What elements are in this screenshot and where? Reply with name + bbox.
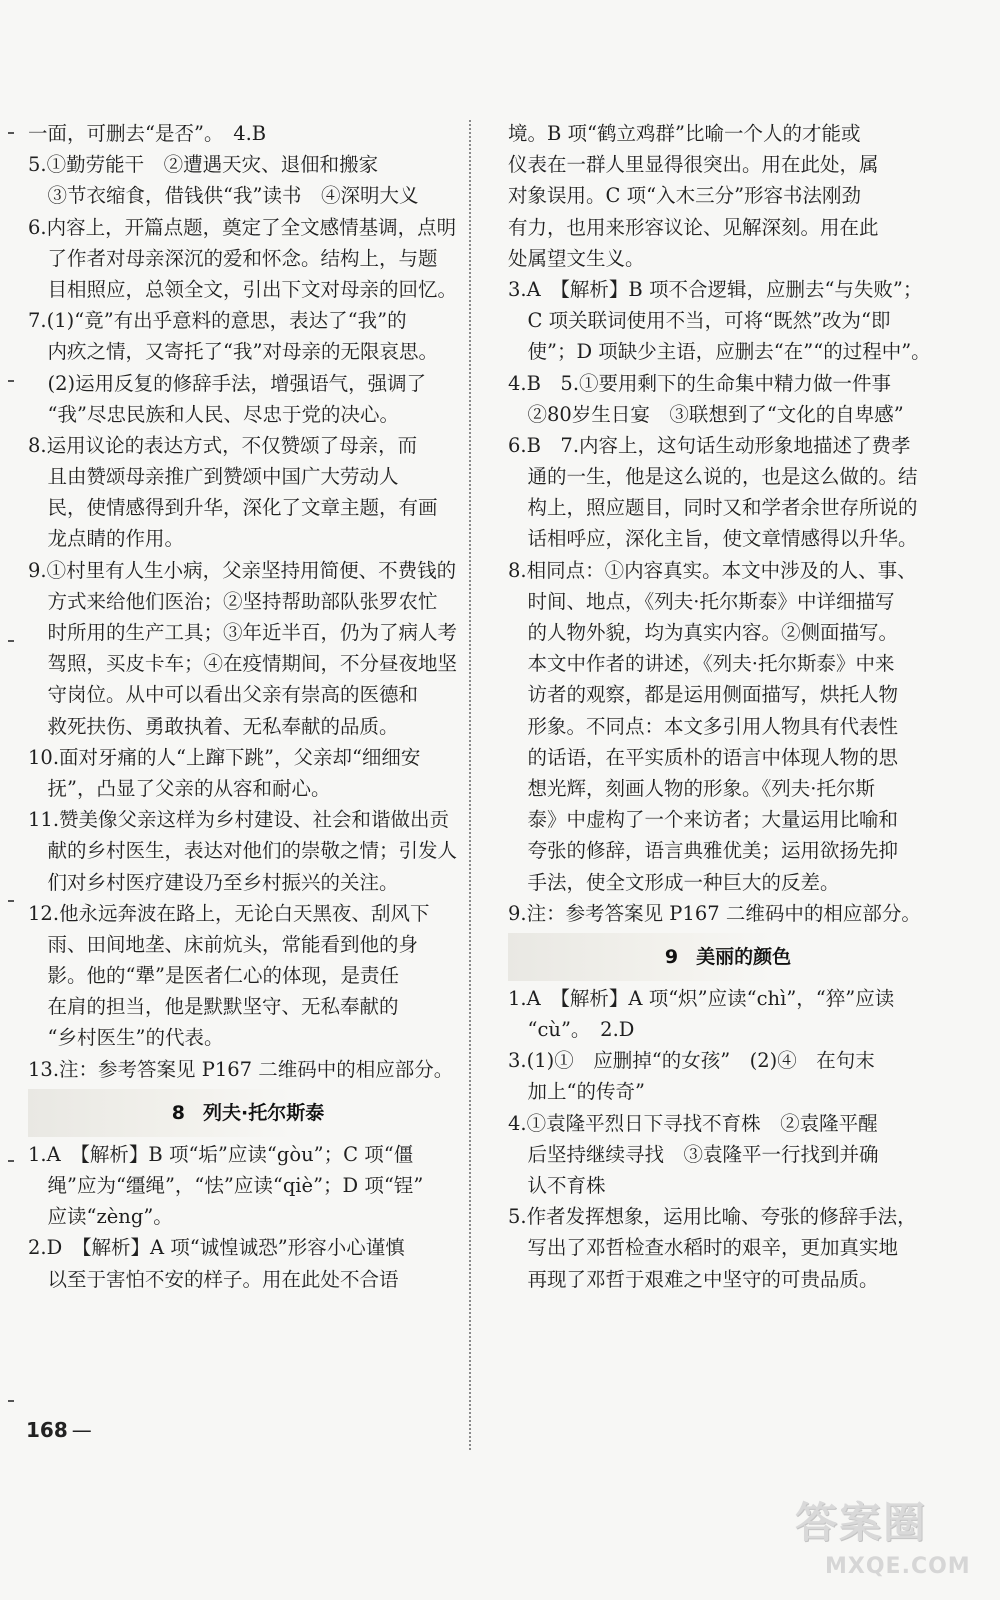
answer-line: 使”；D 项缺少主语，应删去“在”“的过程中”。 (508, 340, 931, 364)
answer-line: 泰》中虚构了一个来访者；大量运用比喻和 (508, 808, 899, 832)
answer-line: 雨、田间地垄、床前炕头，常能看到他的身 (28, 932, 419, 956)
answer-line: 再现了邓哲于艰难之中坚守的可贵品质。 (508, 1267, 879, 1291)
answer-line: 时间、地点，《列夫·托尔斯泰》中详细描写 (508, 589, 895, 613)
answer-line: 4.B 5.①要用剩下的生命集中精力做一件事 (508, 371, 892, 395)
margin-tick (8, 900, 14, 902)
answer-line: 后坚持继续寻找 ③袁隆平一行找到并确 (508, 1142, 879, 1166)
answer-line: 想光辉，刻画人物的形象。《列夫·托尔斯 (508, 776, 875, 800)
answer-line: 3.(1)① 应删掉“的女孩” (2)④ 在句末 (508, 1049, 875, 1073)
answer-line: 8.相同点：①内容真实。本文中涉及的人、事、 (508, 558, 917, 582)
answer-line: 的人物外貌，均为真实内容。②侧面描写。 (508, 621, 899, 644)
answer-line: 认不育株 (508, 1174, 606, 1197)
answer-line: 9.注：参考答案见 P167 二维码中的相应部分。 (508, 901, 921, 925)
answer-line: 13.注：参考答案见 P167 二维码中的相应部分。 (28, 1057, 454, 1081)
answer-line: 驾照，买皮卡车；④在疫情期间，不分昼夜地坚 (28, 652, 458, 676)
margin-tick (8, 1160, 14, 1162)
answer-line: 夸张的修辞，语言典雅优美；运用欲扬先抑 (508, 839, 899, 863)
page-number-dash: — (71, 1418, 92, 1442)
answer-line: 1.A 【解析】B 项“垢”应读“gòu”；C 项“僵 (28, 1142, 414, 1166)
margin-tick (8, 132, 14, 134)
answer-line: (2)运用反复的修辞手法，增强语气，强调了 (28, 371, 427, 395)
answer-line: 6.B 7.内容上，这句话生动形象地描述了费孝 (508, 433, 911, 457)
answer-line: 本文中作者的讲述，《列夫·托尔斯泰》中来 (508, 652, 895, 676)
answer-line: 1.A 【解析】A 项“炽”应读“chì”，“猝”应读 (508, 986, 895, 1010)
answer-line: 6.内容上，开篇点题，奠定了全文感情基调，点明 (28, 215, 457, 239)
watermark-logo: 答案圈 (795, 1498, 928, 1547)
answer-line: 目相照应，总领全文，引出下文对母亲的回忆。 (28, 277, 458, 301)
answer-line: 且由赞颂母亲推广到赞颂中国广大劳动人 (28, 465, 399, 489)
answer-line: 3.A 【解析】B 项不合逻辑，应删去“与失败”； (508, 277, 923, 301)
answer-line: 民，使情感得到升华，深化了文章主题，有画 (28, 496, 438, 520)
left-column (28, 118, 468, 1295)
answer-line: 形象。不同点：本文多引用人物具有代表性 (508, 714, 899, 738)
section-title: 列夫·托尔斯泰 (203, 1101, 325, 1124)
answer-line: C 项关联词使用不当，可将“既然”改为“即 (508, 309, 891, 333)
answer-line: 救死扶伤、勇敢执着、无私奉献的品质。 (28, 714, 399, 738)
answer-line: “我”尽忠民族和人民、尽忠于党的决心。 (28, 402, 399, 426)
page-number-value: 168 (26, 1418, 68, 1442)
answer-line: 一面，可删去“是否”。 4.B (28, 122, 267, 145)
column-divider (469, 120, 471, 1450)
answer-line: 8.运用议论的表达方式，不仅赞颂了母亲，而 (28, 433, 418, 457)
answer-line: 5.①勤劳能干 ②遭遇天灾、退佃和搬家 (28, 153, 379, 177)
margin-tick (8, 1400, 14, 1402)
answer-line: 4.①袁隆平烈日下寻找不育株 ②袁隆平醒 (508, 1111, 878, 1135)
section-title: 美丽的颜色 (696, 945, 792, 968)
answer-line: 以至于害怕不安的样子。用在此处不合语 (28, 1267, 399, 1291)
answer-line: 5.作者发挥想象，运用比喻、夸张的修辞手法， (508, 1205, 917, 1229)
answer-line: 献的乡村医生，表达对他们的崇敬之情；引发人 (28, 839, 458, 863)
watermark-url: MXQE.COM (825, 1554, 971, 1579)
answer-line: 2.D 【解析】A 项“诚惶诚恐”形容小心谨慎 (28, 1236, 405, 1260)
answer-line: 方式来给他们医治；②坚持帮助部队张罗农忙 (28, 589, 438, 613)
answer-line: 了作者对母亲深沉的爱和怀念。结构上，与题 (28, 246, 438, 270)
answer-line: 境。B 项“鹤立鸡群”比喻一个人的才能或 (508, 122, 861, 145)
answer-line: 影。他的“犟”是医者仁心的体现，是责任 (28, 964, 399, 988)
answer-line: 加上“的传奇” (508, 1080, 645, 1104)
answer-line: 10.面对牙痛的人“上蹿下跳”，父亲却“细细安 (28, 745, 421, 769)
answer-line: 抚”，凸显了父亲的从容和耐心。 (28, 776, 331, 800)
answer-line: “乡村医生”的代表。 (28, 1026, 224, 1050)
answer-line: 时所用的生产工具；③年近半百，仍为了病人考 (28, 621, 458, 644)
answer-line: 仪表在一群人里显得很突出。用在此处，属 (508, 153, 879, 177)
answer-line: 构上，照应题目，同时又和学者余世存所说的 (508, 496, 918, 520)
answer-line: 话相呼应，深化主旨，使文章情感得以升华。 (508, 527, 918, 551)
watermark (795, 1490, 985, 1590)
answer-line: 守岗位。从中可以看出父亲有崇高的医德和 (28, 683, 419, 707)
answer-line: 处属望文生义。 (508, 246, 645, 270)
answer-line: 对象误用。C 项“入木三分”形容书法刚劲 (508, 184, 862, 208)
answer-line: 龙点睛的作用。 (28, 527, 185, 551)
answer-line: 绳”应为“缰绳”，“怯”应读“qiè”；D 项“锃” (28, 1174, 424, 1197)
answer-line: ③节衣缩食，借钱供“我”读书 ④深明大义 (28, 184, 419, 208)
answer-line: ②80岁生日宴 ③联想到了“文化的自卑感” (508, 402, 904, 426)
answer-line: 的话语，在平实质朴的语言中体现人物的思 (508, 745, 899, 769)
answer-line: 们对乡村医疗建设乃至乡村振兴的关注。 (28, 870, 399, 894)
margin-tick (8, 640, 14, 642)
answer-line: 有力，也用来形容议论、见解深刻。用在此 (508, 215, 879, 239)
answer-line: 通的一生，他是这么说的，也是这么做的。结 (508, 465, 918, 489)
section-heading-8 (28, 1089, 468, 1137)
answer-line: 访者的观察，都是运用侧面描写，烘托人物 (508, 683, 899, 707)
answer-line: 手法，使全文形成一种巨大的反差。 (508, 870, 840, 894)
answer-line: 11.赞美像父亲这样为乡村建设、社会和谐做出贡 (28, 808, 450, 832)
answer-line: 9.①村里有人生小病，父亲坚持用简便、不费钱的 (28, 558, 457, 582)
right-column (508, 118, 948, 1295)
answer-line: 12.他永远奔波在路上，无论白天黑夜、刮风下 (28, 901, 430, 925)
answer-line: 写出了邓哲检查水稻时的艰辛，更加真实地 (508, 1236, 899, 1260)
section-heading-9 (508, 933, 948, 981)
answer-line: 7.(1)“竟”有出乎意料的意思，表达了“我”的 (28, 309, 407, 333)
answer-line: 应读“zèng”。 (28, 1205, 173, 1229)
section-number: 8 (171, 1101, 185, 1124)
section-number: 9 (664, 945, 679, 968)
margin-tick (8, 380, 14, 382)
answer-line: 内疚之情，又寄托了“我”对母亲的无限哀思。 (28, 340, 438, 364)
answer-line: “cù”。 2.D (508, 1018, 635, 1042)
answer-line: 在肩的担当，他是默默坚守、无私奉献的 (28, 995, 399, 1019)
page-number (26, 1418, 92, 1442)
